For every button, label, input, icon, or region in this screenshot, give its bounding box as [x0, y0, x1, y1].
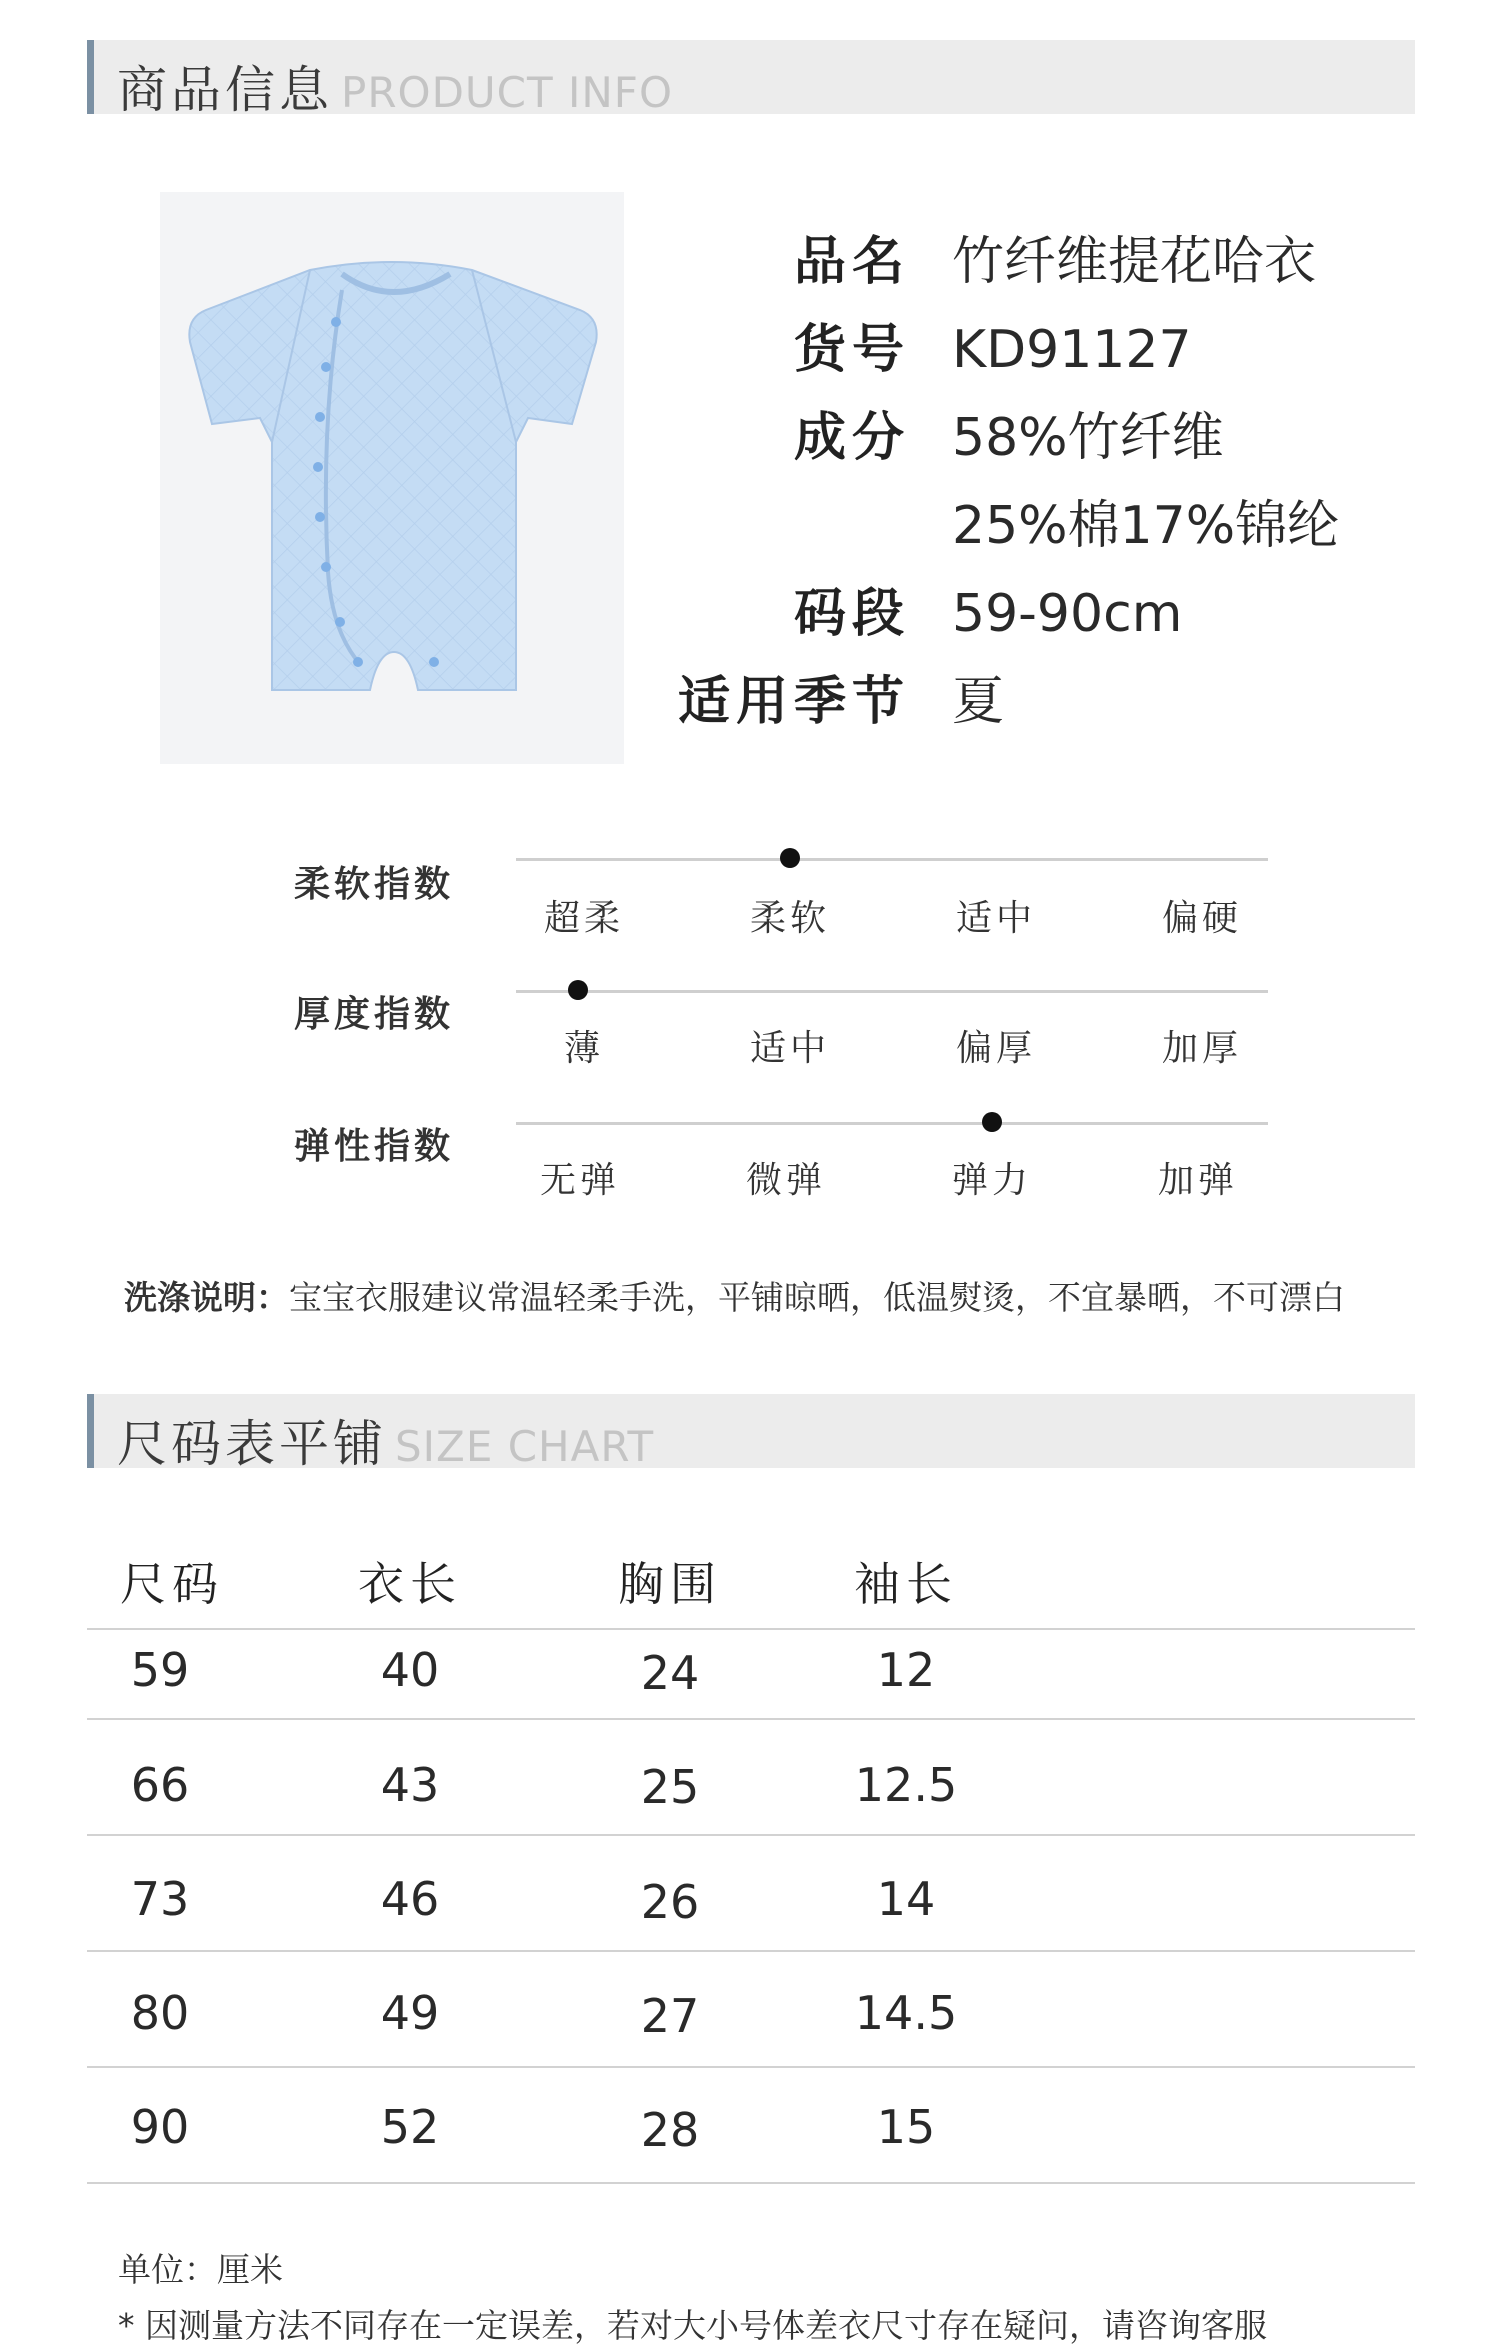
index-label: 弹性指数: [294, 1126, 455, 1167]
info-row-season: [600, 662, 1400, 742]
unit-note: 单位：厘米: [118, 2250, 283, 2289]
table-divider: [87, 1718, 1415, 1720]
measurement-disclaimer: * 因测量方法不同存在一定误差，若对大小号体差衣尺寸存在疑问，请咨询客服: [118, 2306, 1267, 2345]
index-line: [516, 858, 1268, 861]
index-marker: [982, 1112, 1002, 1132]
info-row-size-range: [600, 574, 1400, 654]
table-cell: 90: [130, 2100, 190, 2154]
info-key: 适用季节: [677, 672, 910, 732]
info-value: 竹纤维提花哈衣: [952, 232, 1317, 292]
info-row-material-cont: [600, 486, 1400, 566]
wash-instructions: [124, 1272, 1345, 1319]
section-accent-bar: [87, 40, 94, 114]
table-header: 袖长: [854, 1557, 958, 1611]
index-line: [516, 1122, 1268, 1125]
section-header-size-chart: [87, 1394, 1415, 1473]
index-option: 偏硬: [1161, 898, 1243, 939]
info-row-material: [600, 398, 1400, 478]
table-cell: 59: [130, 1643, 190, 1697]
index-option: 超柔: [543, 898, 625, 939]
info-key: 货号: [793, 320, 910, 380]
info-value: 25%棉17%锦纶: [952, 496, 1340, 556]
table-divider: [87, 2066, 1415, 2068]
table-cell: 52: [380, 2100, 440, 2154]
table-cell: 14.5: [854, 1986, 958, 2040]
index-option: 柔软: [749, 898, 831, 939]
index-marker: [568, 980, 588, 1000]
index-option: 弹力: [951, 1160, 1033, 1201]
table-cell: 73: [130, 1872, 190, 1926]
table-cell: 26: [640, 1875, 700, 1929]
table-cell: 28: [640, 2103, 700, 2157]
table-cell: 24: [640, 1646, 700, 1700]
info-value: KD91127: [952, 320, 1192, 380]
table-cell: 40: [380, 1643, 440, 1697]
table-divider: [87, 2182, 1415, 2184]
info-key: 品名: [793, 232, 910, 292]
table-divider: [87, 1834, 1415, 1836]
info-value: 58%竹纤维: [952, 408, 1224, 468]
table-cell: 80: [130, 1986, 190, 2040]
table-cell: 46: [380, 1872, 440, 1926]
info-key: 码段: [793, 584, 910, 644]
index-option: 薄: [563, 1028, 605, 1069]
section-title: [117, 1404, 654, 1476]
table-cell: 14: [876, 1872, 936, 1926]
index-option: 偏厚: [955, 1028, 1037, 1069]
section-title-en: SIZE CHART: [395, 1422, 655, 1471]
index-option: 微弹: [745, 1160, 827, 1201]
table-cell: 66: [130, 1758, 190, 1812]
table-cell: 25: [640, 1760, 700, 1814]
section-header-product-info: [87, 40, 1415, 119]
table-cell: 12.5: [854, 1758, 958, 1812]
info-key: 成分: [793, 408, 910, 468]
section-title: [117, 50, 673, 122]
wash-text: 宝宝衣服建议常温轻柔手洗，平铺晾晒，低温熨烫，不宜暴晒，不可漂白: [289, 1278, 1345, 1317]
info-value: 夏: [952, 672, 1005, 732]
index-line: [516, 990, 1268, 993]
table-divider: [87, 1628, 1415, 1630]
wash-label: 洗涤说明：: [124, 1278, 289, 1317]
index-marker: [780, 848, 800, 868]
index-option: 适中: [749, 1028, 831, 1069]
table-cell: 49: [380, 1986, 440, 2040]
section-accent-bar: [87, 1394, 94, 1468]
section-title-zh: 尺码表平铺: [117, 1415, 387, 1473]
table-header: 衣长: [358, 1557, 462, 1611]
section-title-zh: 商品信息: [117, 61, 333, 119]
section-title-en: PRODUCT INFO: [341, 68, 674, 117]
index-option: 无弹: [539, 1160, 621, 1201]
info-value: 59-90cm: [952, 584, 1183, 644]
index-label: 厚度指数: [294, 994, 455, 1035]
index-option: 适中: [955, 898, 1037, 939]
table-cell: 15: [876, 2100, 936, 2154]
product-photo: [160, 192, 624, 764]
table-header: 胸围: [618, 1557, 722, 1611]
table-cell: 12: [876, 1643, 936, 1697]
table-cell: 27: [640, 1989, 700, 2043]
index-label: 柔软指数: [294, 864, 455, 905]
info-row-name: [600, 222, 1400, 302]
table-divider: [87, 1950, 1415, 1952]
romper-illustration: [160, 192, 624, 764]
index-option: 加厚: [1161, 1028, 1243, 1069]
table-cell: 43: [380, 1758, 440, 1812]
info-row-sku: [600, 310, 1400, 390]
table-header: 尺码: [120, 1557, 224, 1611]
index-option: 加弹: [1157, 1160, 1239, 1201]
